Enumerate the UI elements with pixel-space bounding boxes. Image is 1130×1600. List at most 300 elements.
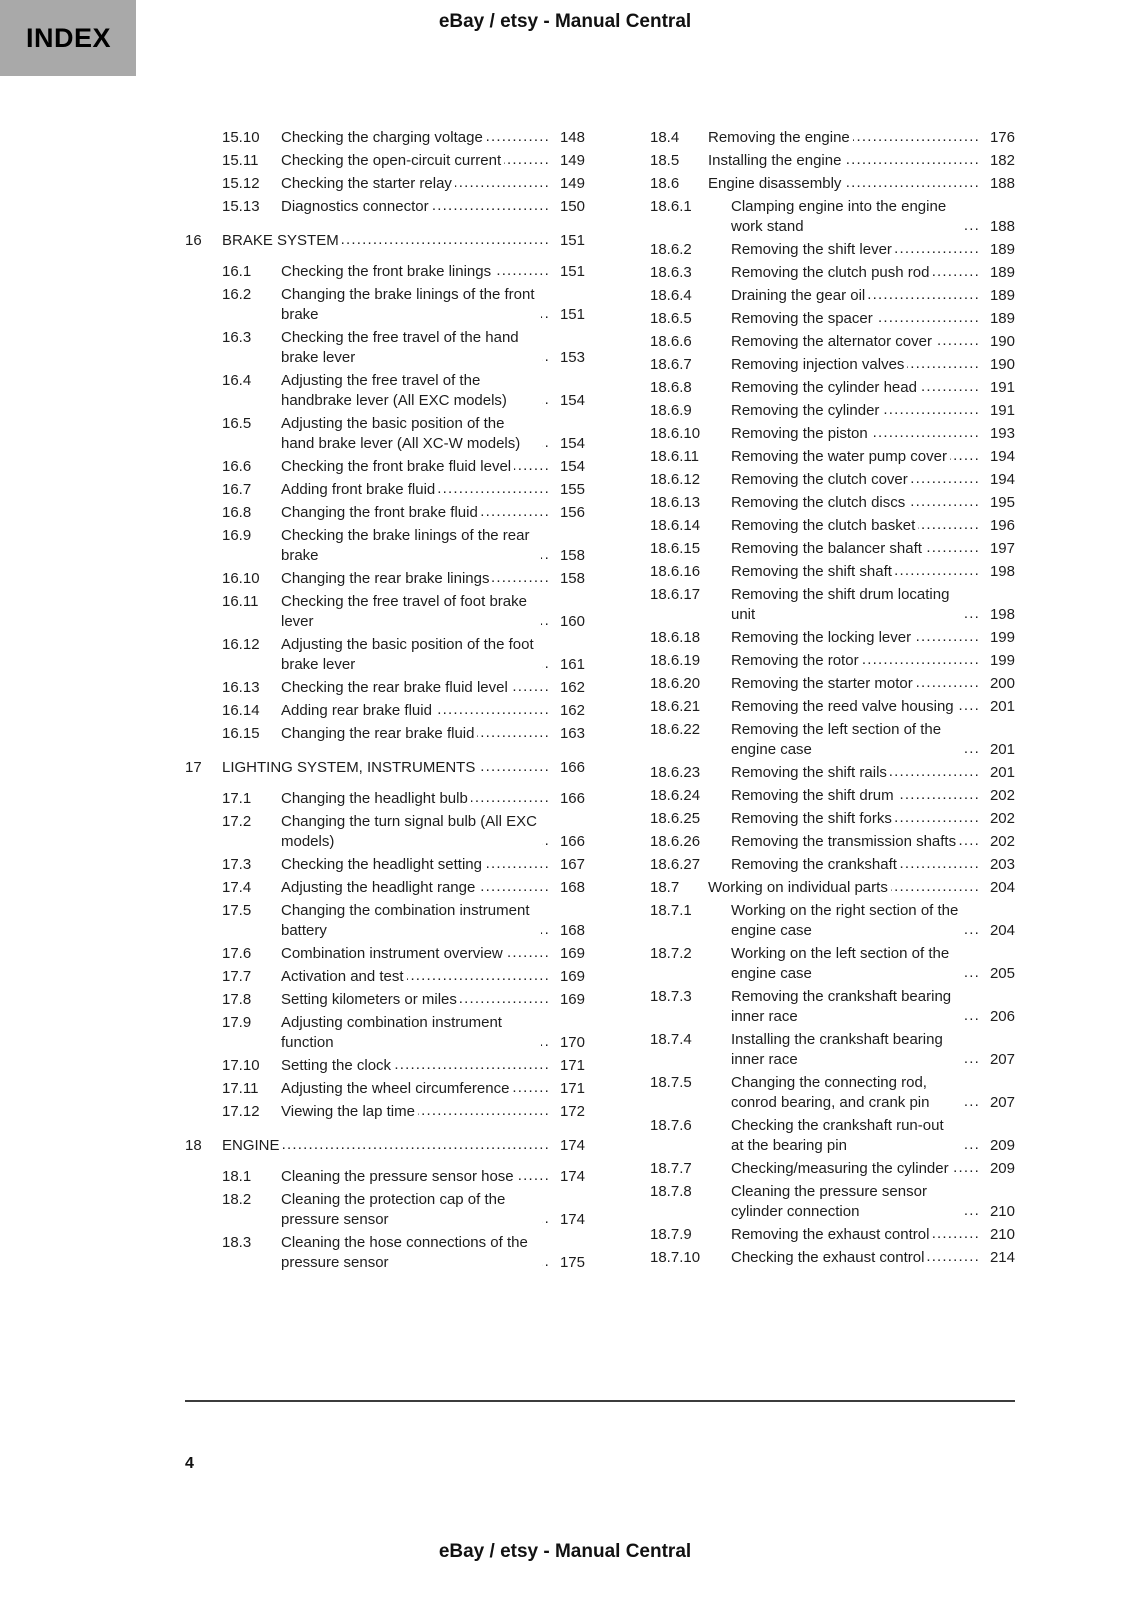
toc-entry-page: 154	[559, 435, 585, 452]
toc-entry-title: Checking the starter relay	[281, 175, 452, 192]
toc-entry	[650, 786, 1015, 806]
toc-entry-number: 17.7	[222, 968, 252, 985]
toc-entry-body	[731, 401, 1015, 421]
toc-entry	[185, 1013, 585, 1053]
toc-entry-page: 214	[989, 1249, 1015, 1266]
dot-leader	[342, 235, 550, 251]
toc-entry-title: Adjusting the basic position of the hand brake lever (All XC-W models)	[281, 415, 521, 452]
toc-entry-page: 151	[559, 232, 585, 249]
dot-leader	[492, 573, 550, 589]
toc-entry-number: 18.7	[650, 879, 680, 896]
dot-leader	[471, 793, 550, 809]
toc-entry-number: 16.11	[222, 593, 259, 610]
toc-entry-page: 202	[989, 787, 1015, 804]
toc-entry-title: Changing the connecting rod, conrod bearing, and crank pin	[731, 1074, 930, 1111]
toc-entry-body	[731, 424, 1015, 444]
toc-entry-page: 201	[989, 764, 1015, 781]
toc-entry-page: 170	[559, 1034, 585, 1051]
toc-entry	[650, 1030, 1015, 1070]
toc-entry-title: Removing the cylinder	[731, 402, 880, 419]
dot-leader	[542, 836, 550, 852]
toc-entry	[650, 697, 1015, 717]
toc-entry-number: 18.6.23	[650, 764, 701, 781]
toc-entry-number: 17.6	[222, 945, 252, 962]
toc-entry-page: 191	[989, 402, 1015, 419]
toc-entry-number: 18.6.17	[650, 586, 701, 603]
toc-entry-page: 153	[559, 349, 585, 366]
toc-entry-body	[731, 720, 1015, 760]
toc-entry-title: ENGINE	[222, 1137, 280, 1154]
toc-entry-body	[281, 457, 585, 477]
toc-entry-title: Changing the front brake fluid	[281, 504, 478, 521]
dot-leader	[895, 813, 980, 829]
toc-entry-number: 17.11	[222, 1080, 259, 1097]
toc-entry-page: 190	[989, 356, 1015, 373]
toc-entry-number: 17.9	[222, 1014, 252, 1031]
dot-leader	[541, 616, 550, 632]
toc-entry	[650, 763, 1015, 783]
toc-entry	[650, 832, 1015, 852]
toc-entry	[185, 503, 585, 523]
dot-leader	[927, 1252, 980, 1268]
toc-entry-page: 204	[989, 879, 1015, 896]
toc-entry-page: 188	[989, 218, 1015, 235]
toc-entry	[650, 128, 1015, 148]
dot-leader	[862, 655, 980, 671]
toc-entry-number: 15.13	[222, 198, 260, 215]
header-title: eBay / etsy - Manual Central	[438, 11, 692, 32]
toc-entry	[650, 516, 1015, 536]
dot-leader	[542, 438, 550, 454]
toc-entry-number: 18.6.14	[650, 517, 701, 534]
toc-entry-page: 155	[559, 481, 585, 498]
toc-entry	[185, 262, 585, 282]
toc-entry	[650, 263, 1015, 283]
toc-entry-body	[731, 240, 1015, 260]
toc-entry-title: Draining the gear oil	[731, 287, 866, 304]
toc-entry-body	[731, 516, 1015, 536]
toc-entry-body	[731, 763, 1015, 783]
toc-entry-number: 18.7.8	[650, 1183, 692, 1200]
dot-leader	[477, 728, 550, 744]
toc-entry	[650, 197, 1015, 237]
dot-leader	[514, 461, 550, 477]
toc-entry-title: Changing the rear brake fluid	[281, 725, 475, 742]
toc-entry-body	[281, 371, 585, 411]
toc-entry-body	[281, 1079, 585, 1099]
toc-entry-number: 18.6.15	[650, 540, 701, 557]
toc-entry-page: 189	[989, 241, 1015, 258]
toc-entry-title: Removing the clutch discs	[731, 494, 906, 511]
dot-leader	[952, 1163, 980, 1179]
toc-entry-title: Checking the front brake linings	[281, 263, 492, 280]
toc-entry	[650, 470, 1015, 490]
index-badge-label: INDEX	[26, 22, 112, 53]
dot-leader	[844, 178, 980, 194]
toc-entry-body	[281, 878, 585, 898]
toc-entry-title: Installing the crankshaft bearing inner race	[731, 1031, 943, 1068]
toc-entry-number: 16.8	[222, 504, 252, 521]
toc-entry-body	[281, 967, 585, 987]
toc-entry-body	[731, 355, 1015, 375]
toc-entry-page: 191	[989, 379, 1015, 396]
toc-entry-body	[731, 309, 1015, 329]
toc-entry-number: 18.7.5	[650, 1074, 692, 1091]
dot-leader	[871, 428, 980, 444]
toc-entry	[650, 720, 1015, 760]
toc-entry-body	[281, 1013, 585, 1053]
toc-entry	[650, 562, 1015, 582]
dot-leader	[283, 1140, 550, 1156]
toc-entry-title: Checking/measuring the cylinder	[731, 1160, 949, 1177]
toc-entry-number: 18.7.6	[650, 1117, 692, 1134]
footer-title: eBay / etsy - Manual Central	[438, 1541, 692, 1562]
toc-entry-page: 174	[559, 1168, 585, 1185]
footer-divider	[185, 1400, 1015, 1402]
toc-entry-page: 171	[559, 1057, 585, 1074]
dot-leader	[962, 1140, 980, 1156]
toc-entry-number: 18.6.3	[650, 264, 692, 281]
dot-leader	[435, 705, 550, 721]
toc-entry-title: Adjusting combination instrument function	[281, 1014, 502, 1051]
toc-entry-title: Cleaning the pressure sensor cylinder connection	[731, 1183, 927, 1220]
toc-entry-number: 16.13	[222, 679, 260, 696]
toc-entry-page: 174	[559, 1211, 585, 1228]
toc-entry-number: 16.6	[222, 458, 252, 475]
toc-entry-title: Removing the starter motor	[731, 675, 913, 692]
toc-entry-number: 16.2	[222, 286, 252, 303]
toc-entry-page: 206	[989, 1008, 1015, 1025]
toc-entry-title: Checking the free travel of the hand brake lever	[281, 329, 519, 366]
toc-entry-page: 156	[559, 504, 585, 521]
dot-leader	[932, 1229, 980, 1245]
toc-entry-title: Removing the shift shaft	[731, 563, 892, 580]
toc-entry-title: Removing the shift drum	[731, 787, 894, 804]
toc-entry-body	[731, 628, 1015, 648]
toc-entry-title: Removing the engine	[708, 129, 850, 146]
dot-leader	[962, 1011, 980, 1027]
toc-entry-title: Removing the crankshaft	[731, 856, 897, 873]
dot-leader	[959, 836, 980, 852]
toc-entry-number: 18.6.4	[650, 287, 692, 304]
toc-entry-page: 161	[559, 656, 585, 673]
toc-entry-number: 18.4	[650, 129, 680, 146]
dot-leader	[911, 474, 980, 490]
toc-entry	[185, 1190, 585, 1230]
toc-entry-number: 16	[185, 232, 202, 249]
toc-entry-body	[281, 812, 585, 852]
toc-entry-page: 151	[559, 263, 585, 280]
toc-entry	[185, 855, 585, 875]
dot-leader	[504, 155, 550, 171]
toc-entry-page: 175	[559, 1254, 585, 1271]
toc-entry	[185, 724, 585, 744]
toc-entry-title: Checking the crankshaft run-out at the bearing pin	[731, 1117, 944, 1154]
dot-leader	[916, 678, 980, 694]
page-number: 4	[185, 1455, 194, 1472]
toc-entry-title: LIGHTING SYSTEM, INSTRUMENTS	[222, 759, 476, 776]
toc-entry-title: Installing the engine	[708, 152, 842, 169]
toc-entry-page: 168	[559, 879, 585, 896]
toc-entry-number: 18.6.19	[650, 652, 701, 669]
dot-leader	[962, 744, 980, 760]
toc-entry-page: 207	[989, 1094, 1015, 1111]
toc-entry	[185, 990, 585, 1010]
toc-entry-title: Removing the alternator cover	[731, 333, 932, 350]
dot-leader	[512, 1083, 550, 1099]
toc-entry-title: BRAKE SYSTEM	[222, 232, 339, 249]
toc-entry-body	[731, 1225, 1015, 1245]
toc-entry-page: 194	[989, 471, 1015, 488]
toc-entry-page: 202	[989, 810, 1015, 827]
dot-leader	[950, 451, 980, 467]
toc-entry	[650, 1073, 1015, 1113]
toc-entry-title: Checking the brake linings of the rear brake	[281, 527, 530, 564]
toc-entry-title: Removing the left section of the engine case	[731, 721, 942, 758]
toc-entry	[650, 378, 1015, 398]
toc-entry-body	[731, 832, 1015, 852]
toc-entry-body	[281, 1233, 585, 1273]
toc-entry-body	[731, 562, 1015, 582]
toc-entry-body	[281, 569, 585, 589]
toc-entry	[650, 493, 1015, 513]
toc-entry-title: Removing the exhaust control	[731, 1226, 930, 1243]
toc-entry-title: Changing the brake linings of the front brake	[281, 286, 535, 323]
toc-entry	[185, 480, 585, 500]
dot-leader	[868, 290, 980, 306]
toc-entry-number: 15.11	[222, 152, 259, 169]
toc-entry-page: 160	[559, 613, 585, 630]
toc-entry-title: Removing the water pump cover	[731, 448, 947, 465]
toc-entry-number: 16.9	[222, 527, 252, 544]
dot-leader	[853, 132, 980, 148]
dot-leader	[542, 659, 550, 675]
toc-entry	[185, 174, 585, 194]
toc-entry-body	[731, 674, 1015, 694]
toc-entry-number: 16.1	[222, 263, 252, 280]
toc-entry-number: 18.6.11	[650, 448, 699, 465]
toc-entry-body	[281, 285, 585, 325]
toc-entry-title: Adjusting the headlight range	[281, 879, 476, 896]
toc-entry-body	[731, 197, 1015, 237]
toc-entry-body	[222, 231, 585, 251]
dot-leader	[542, 395, 550, 411]
toc-entry-title: Adjusting the wheel circumference	[281, 1080, 510, 1097]
toc-entry-title: Cleaning the hose connections of the pressure sensor	[281, 1234, 528, 1271]
toc-entry-page: 182	[989, 152, 1015, 169]
toc-entry	[185, 878, 585, 898]
toc-entry-body	[731, 263, 1015, 283]
toc-entry-body	[731, 1116, 1015, 1156]
toc-entry-number: 17.2	[222, 813, 252, 830]
toc-entry-body	[731, 855, 1015, 875]
toc-entry-number: 16.7	[222, 481, 252, 498]
toc-entry-page: 189	[989, 287, 1015, 304]
toc-entry-title: Removing the piston	[731, 425, 868, 442]
toc-entry-body	[731, 332, 1015, 352]
toc-entry	[650, 447, 1015, 467]
toc-entry-body	[281, 855, 585, 875]
toc-entry-page: 190	[989, 333, 1015, 350]
dot-leader	[962, 609, 980, 625]
toc-entry-page: 193	[989, 425, 1015, 442]
toc-entry	[650, 1116, 1015, 1156]
dot-leader	[494, 266, 550, 282]
toc-entry-page: 207	[989, 1051, 1015, 1068]
toc-column-left	[185, 128, 585, 1276]
toc-entry-page: 197	[989, 540, 1015, 557]
toc-entry-page: 149	[559, 175, 585, 192]
toc-entry-title: Adjusting the free travel of the handbrake lever (All EXC models)	[281, 372, 507, 409]
toc-entry	[650, 1248, 1015, 1268]
toc-entry-body	[281, 990, 585, 1010]
toc-entry-body	[731, 539, 1015, 559]
toc-entry	[650, 809, 1015, 829]
toc-entry	[185, 371, 585, 411]
toc-entry-number: 18.6.6	[650, 333, 692, 350]
dot-leader	[541, 925, 550, 941]
toc-entry-body	[731, 1073, 1015, 1113]
toc-entry-page: 163	[559, 725, 585, 742]
toc-entry-body	[281, 262, 585, 282]
toc-entry	[185, 151, 585, 171]
dot-leader	[517, 1171, 550, 1187]
toc-entry-number: 18.6.26	[650, 833, 701, 850]
toc-entry-page: 176	[989, 129, 1015, 146]
toc-entry-page: 166	[559, 790, 585, 807]
toc-entry	[650, 424, 1015, 444]
toc-entry	[185, 1079, 585, 1099]
toc-entry-title: Removing the clutch push rod	[731, 264, 930, 281]
toc-entry-body	[281, 1102, 585, 1122]
toc-entry-number: 18.6	[650, 175, 680, 192]
toc-entry-body	[731, 470, 1015, 490]
toc-entry-body	[281, 151, 585, 171]
toc-entry-number: 18.6.20	[650, 675, 701, 692]
toc-entry	[650, 309, 1015, 329]
toc-entry	[185, 1233, 585, 1273]
table-of-contents	[185, 128, 1015, 1276]
toc-entry-body	[731, 1182, 1015, 1222]
toc-entry-title: Removing the locking lever	[731, 629, 912, 646]
toc-entry-body	[281, 1056, 585, 1076]
dot-leader	[844, 155, 980, 171]
toc-entry-number: 18.5	[650, 152, 680, 169]
dot-leader	[932, 267, 980, 283]
toc-entry-number: 18.6.2	[650, 241, 692, 258]
toc-entry-title: Viewing the lap time	[281, 1103, 415, 1120]
toc-entry-number: 18.6.5	[650, 310, 692, 327]
toc-entry	[650, 855, 1015, 875]
toc-entry-page: 194	[989, 448, 1015, 465]
toc-entry-title: Cleaning the protection cap of the pressure sensor	[281, 1191, 506, 1228]
toc-entry	[650, 174, 1015, 194]
toc-entry-body	[708, 128, 1015, 148]
dot-leader	[962, 1206, 980, 1222]
dot-leader	[876, 313, 980, 329]
toc-entry-number: 18.6.12	[650, 471, 701, 488]
toc-entry	[185, 328, 585, 368]
toc-entry	[185, 901, 585, 941]
dot-leader	[478, 882, 550, 898]
toc-entry-number: 15.12	[222, 175, 260, 192]
toc-entry-body	[731, 697, 1015, 717]
toc-entry-number: 18.6.7	[650, 356, 692, 373]
dot-leader	[907, 359, 980, 375]
toc-entry-page: 198	[989, 563, 1015, 580]
toc-entry-page: 203	[989, 856, 1015, 873]
toc-entry-body	[281, 503, 585, 523]
toc-entry-body	[731, 493, 1015, 513]
toc-entry-page: 196	[989, 517, 1015, 534]
toc-entry-number: 18.7.9	[650, 1226, 692, 1243]
toc-entry	[650, 987, 1015, 1027]
dot-leader	[882, 405, 980, 421]
toc-entry-number: 16.15	[222, 725, 260, 742]
dot-leader	[541, 550, 550, 566]
toc-entry-body	[281, 526, 585, 566]
toc-entry	[650, 651, 1015, 671]
toc-entry-number: 18.7.2	[650, 945, 692, 962]
toc-entry-body	[281, 1167, 585, 1187]
toc-entry-page: 158	[559, 570, 585, 587]
toc-entry-page: 169	[559, 968, 585, 985]
dot-leader	[432, 201, 550, 217]
toc-entry	[185, 678, 585, 698]
toc-entry-title: Working on individual parts	[708, 879, 888, 896]
toc-entry	[185, 457, 585, 477]
toc-entry-body	[281, 635, 585, 675]
toc-entry-page: 174	[559, 1137, 585, 1154]
dot-leader	[895, 566, 980, 582]
toc-entry-page: 189	[989, 264, 1015, 281]
toc-entry-title: Working on the right section of the engine case	[731, 902, 959, 939]
toc-entry-number: 18.6.24	[650, 787, 701, 804]
toc-entry-number: 16.5	[222, 415, 252, 432]
toc-entry	[185, 1167, 585, 1187]
toc-entry-body	[222, 758, 585, 778]
toc-entry-number: 17.5	[222, 902, 252, 919]
toc-entry	[650, 355, 1015, 375]
toc-entry-body	[281, 724, 585, 744]
toc-entry	[185, 197, 585, 217]
toc-entry-title: Engine disassembly	[708, 175, 842, 192]
toc-entry-number: 18.7.1	[650, 902, 692, 919]
dot-leader	[542, 1214, 550, 1230]
toc-entry-body	[281, 414, 585, 454]
toc-entry-page: 210	[989, 1226, 1015, 1243]
toc-entry-body	[281, 197, 585, 217]
toc-entry-page: 151	[559, 306, 585, 323]
toc-entry-page: 171	[559, 1080, 585, 1097]
toc-entry-body	[281, 128, 585, 148]
toc-entry-body	[731, 809, 1015, 829]
toc-entry-body	[731, 1159, 1015, 1179]
dot-leader	[925, 543, 980, 559]
dot-leader	[418, 1106, 550, 1122]
toc-entry	[185, 758, 585, 778]
toc-entry	[650, 240, 1015, 260]
toc-entry	[185, 128, 585, 148]
toc-entry-title: Combination instrument overview	[281, 945, 503, 962]
toc-entry-title: Removing the balancer shaft	[731, 540, 922, 557]
toc-entry-title: Removing the cylinder head	[731, 379, 917, 396]
toc-entry	[650, 1159, 1015, 1179]
toc-entry	[650, 944, 1015, 984]
toc-entry	[650, 628, 1015, 648]
toc-entry-number: 18.6.21	[650, 698, 701, 715]
toc-entry-number: 18.6.8	[650, 379, 692, 396]
